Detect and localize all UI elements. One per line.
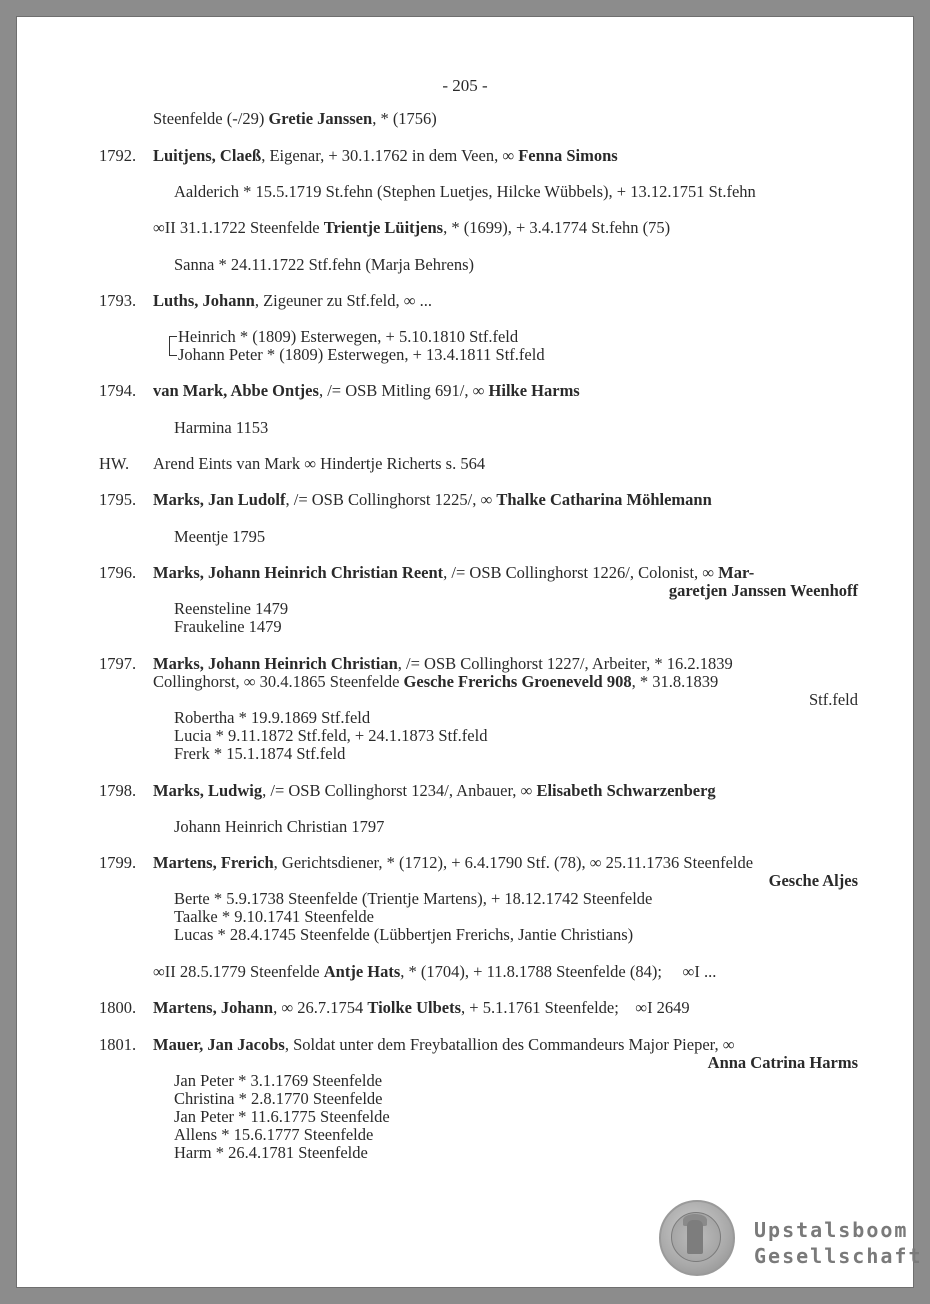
logo-line-2: Gesellschaft xyxy=(754,1244,923,1268)
spouse-continuation: Gesche Aljes xyxy=(768,871,858,890)
child-line: Meentje 1795 xyxy=(174,527,266,546)
entry-number: 1798. xyxy=(99,781,137,800)
entry-number: 1800. xyxy=(99,998,137,1017)
entry-heading: Martens, Frerich, Gerichtsdiener, * (1712), + 6.4.1790 Stf. (78), ∞ 25.11.1736 Steenfelde xyxy=(153,853,754,872)
document-page xyxy=(16,16,923,1288)
child-line: Berte * 5.9.1738 Steenfelde (Trientje Martens), + 18.12.1742 Steenfelde xyxy=(174,889,653,908)
entry-number: 1799. xyxy=(99,853,137,872)
child-line: Christina * 2.8.1770 Steenfelde xyxy=(174,1089,383,1108)
child-line: Harmina 1153 xyxy=(174,418,269,437)
child-line: Sanna * 24.11.1722 Stf.fehn (Marja Behrens) xyxy=(174,255,474,274)
child-line: Frerk * 15.1.1874 Stf.feld xyxy=(174,744,346,763)
entry-number: 1793. xyxy=(99,291,137,310)
page-number: - 205 - xyxy=(442,76,488,95)
society-seal-icon xyxy=(659,1200,735,1276)
entry-number: 1795. xyxy=(99,490,137,509)
entry-heading: Luitjens, Claeß, Eigenar, + 30.1.1762 in dem Veen, ∞ Fenna Simons xyxy=(153,146,618,165)
logo-line-1: Upstalsboom xyxy=(754,1218,909,1242)
child-line: Johann Peter * (1809) Esterwegen, + 13.4.1811 Stf.feld xyxy=(178,345,545,364)
child-line: Lucia * 9.11.1872 Stf.feld, + 24.1.1873 Stf.feld xyxy=(174,726,488,745)
child-line: Fraukeline 1479 xyxy=(174,617,282,636)
entry-heading: Arend Eints van Mark ∞ Hindertje Richerts s. 564 xyxy=(153,454,486,473)
entry-number: 1796. xyxy=(99,563,137,582)
child-line: Heinrich * (1809) Esterwegen, + 5.10.1810 Stf.feld xyxy=(178,327,519,346)
child-line: Jan Peter * 3.1.1769 Steenfelde xyxy=(174,1071,383,1090)
child-line: Lucas * 28.4.1745 Steenfelde (Lübbertjen Frerichs, Jantie Christians) xyxy=(174,925,634,944)
entry-heading: van Mark, Abbe Ontjes, /= OSB Mitling 691/, ∞ Hilke Harms xyxy=(153,381,580,400)
child-line: Aalderich * 15.5.1719 St.fehn (Stephen Luetjes, Hilcke Wübbels), + 13.12.1751 St.fehn xyxy=(174,182,756,201)
place-continuation: Stf.feld xyxy=(808,690,858,709)
child-line: Johann Heinrich Christian 1797 xyxy=(174,817,385,836)
marriage-line: ∞II 28.5.1779 Steenfelde Antje Hats, * (1704), + 11.8.1788 Steenfelde (84); ∞I ... xyxy=(153,962,717,981)
entry-heading: Marks, Ludwig, /= OSB Collinghorst 1234/, Anbauer, ∞ Elisabeth Schwarzenberg xyxy=(153,781,716,800)
entry-number: 1792. xyxy=(99,146,137,165)
entry-number: 1801. xyxy=(99,1035,137,1054)
entry-heading: Luths, Johann, Zigeuner zu Stf.feld, ∞ ... xyxy=(153,291,432,310)
spouse-continuation: Anna Catrina Harms xyxy=(707,1053,858,1072)
child-line: Jan Peter * 11.6.1775 Steenfelde xyxy=(174,1107,390,1126)
entry-number: 1797. xyxy=(99,654,137,673)
child-line: Reensteline 1479 xyxy=(174,599,289,618)
entry-heading: Mauer, Jan Jacobs, Soldat unter dem Freybatallion des Commandeurs Major Pieper, ∞ xyxy=(153,1035,735,1054)
marriage-line: ∞II 31.1.1722 Steenfelde Trientje Lüitjens, * (1699), + 3.4.1774 St.fehn (75) xyxy=(153,218,671,237)
entry-number: 1794. xyxy=(99,381,137,400)
child-line: Harm * 26.4.1781 Steenfelde xyxy=(174,1143,368,1162)
entry-heading: Marks, Jan Ludolf, /= OSB Collinghorst 1225/, ∞ Thalke Catharina Möhlemann xyxy=(153,490,712,509)
entry-heading: Marks, Johann Heinrich Christian Reent, /= OSB Collinghorst 1226/, Colonist, ∞ Mar- xyxy=(153,563,755,582)
entry-heading-cont: Collinghorst, ∞ 30.4.1865 Steenfelde Gesche Frerichs Groeneveld 908, * 31.8.1839 xyxy=(153,672,719,691)
entry-number: HW. xyxy=(99,454,130,473)
spouse-continuation: garetjen Janssen Weenhoff xyxy=(668,581,858,600)
intro-line: Steenfelde (-/29) Gretie Janssen, * (1756) xyxy=(153,109,437,128)
child-line: Allens * 15.6.1777 Steenfelde xyxy=(174,1125,374,1144)
entry-heading: Martens, Johann, ∞ 26.7.1754 Tiolke Ulbets, + 5.1.1761 Steenfelde; ∞I 2649 xyxy=(153,998,690,1017)
entry-heading: Marks, Johann Heinrich Christian, /= OSB Collinghorst 1227/, Arbeiter, * 16.2.1839 xyxy=(153,654,733,673)
child-line: Robertha * 19.9.1869 Stf.feld xyxy=(174,708,371,727)
child-line: Taalke * 9.10.1741 Steenfelde xyxy=(174,907,374,926)
sibling-bracket xyxy=(169,336,177,356)
